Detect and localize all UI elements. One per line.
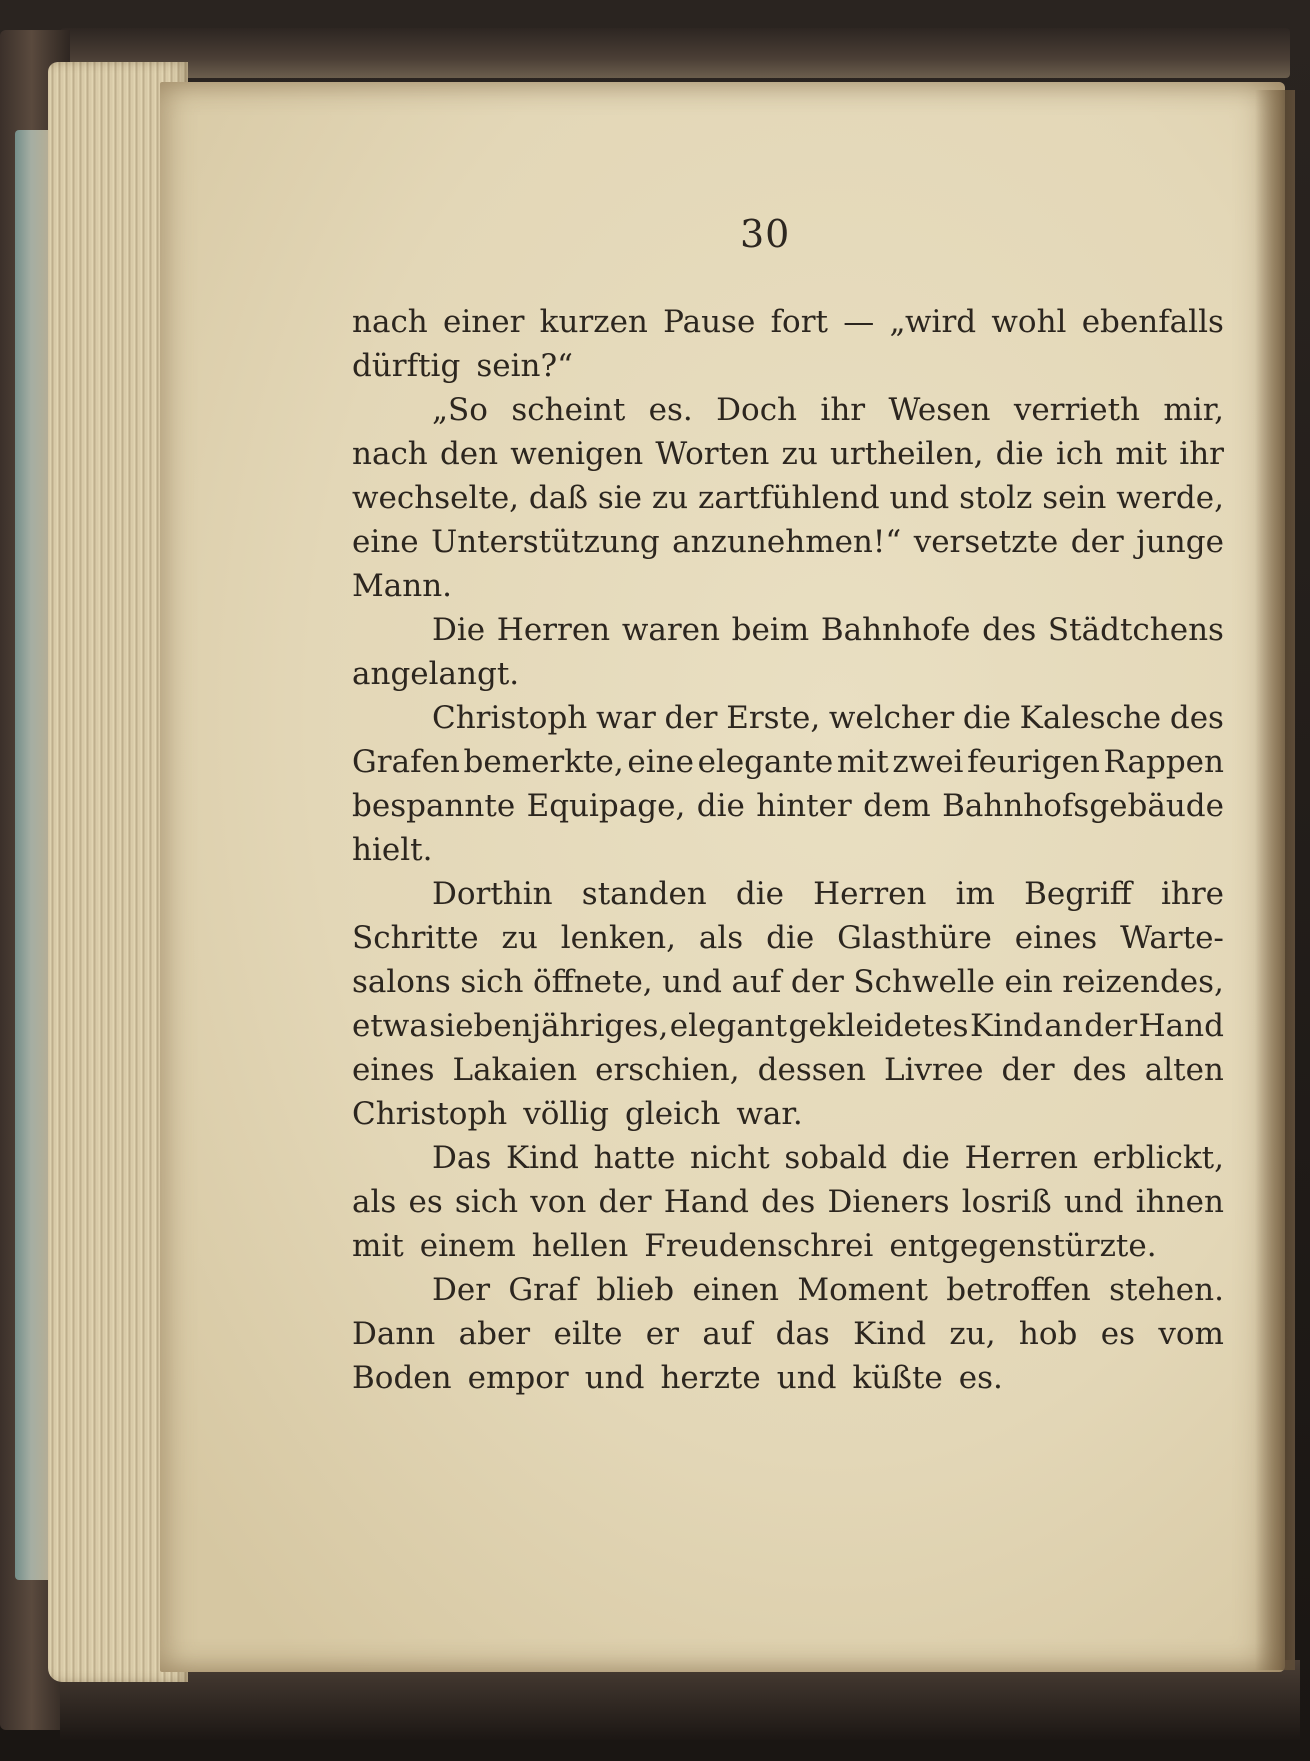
word: und [662, 964, 722, 1000]
word: Moment [797, 1272, 928, 1308]
word: ihr [820, 392, 866, 428]
word: Kind [970, 1008, 1043, 1044]
word: ebenfalls [1081, 304, 1224, 340]
text-line [352, 696, 1224, 740]
word: Unterstützung [431, 524, 660, 560]
word: im [955, 876, 995, 912]
text-line [352, 300, 1224, 344]
word: dürftig [352, 348, 461, 384]
book-cover-top [60, 28, 1290, 78]
word: es. [958, 1360, 1003, 1396]
word: mit [1115, 436, 1168, 472]
text-line [352, 1356, 1224, 1400]
word: eine [627, 744, 694, 780]
word: „So [432, 392, 488, 428]
word: losriß [961, 1184, 1052, 1220]
word: sobald [784, 1140, 888, 1176]
word: sein [1042, 480, 1107, 516]
word: zwei [892, 744, 964, 780]
word: alten [1144, 1052, 1224, 1088]
word: vom [1158, 1316, 1224, 1352]
word: die [901, 1140, 950, 1176]
text-line [352, 1048, 1224, 1092]
word: völlig [523, 1096, 610, 1132]
word: Schwelle [853, 964, 995, 1000]
word: herzte [660, 1360, 761, 1396]
word: die [962, 700, 1011, 736]
book-cover-bottom [60, 1660, 1300, 1740]
word: er [645, 1316, 679, 1352]
word: sein?“ [476, 348, 573, 384]
word: als [352, 1184, 397, 1220]
word: eines [1014, 920, 1098, 956]
word: reizendes, [1062, 964, 1224, 1000]
word: eine [352, 524, 419, 560]
word: wenigen [510, 436, 644, 472]
word: der [1001, 1052, 1055, 1088]
word: des [1169, 700, 1224, 736]
text-line [352, 784, 1224, 828]
word: Graf [508, 1272, 578, 1308]
word: „wird [889, 304, 977, 340]
text-line [352, 432, 1224, 476]
word: des [761, 1184, 816, 1220]
word: hatte [593, 1140, 676, 1176]
word: salons [352, 964, 451, 1000]
page-number: 30 [740, 212, 791, 256]
word: Der [432, 1272, 491, 1308]
word: Begriff [1024, 876, 1132, 912]
word: nicht [690, 1140, 770, 1176]
word: den [439, 436, 499, 472]
word: eines [352, 1052, 435, 1088]
word: Kind [505, 1140, 579, 1176]
word: scheint [511, 392, 626, 428]
text-line [352, 608, 1224, 652]
word: hellen [531, 1228, 629, 1264]
text-line [352, 960, 1224, 1004]
word: stolz [959, 480, 1033, 516]
word: verrieth [1013, 392, 1140, 428]
word: entgegenstürzte. [889, 1228, 1157, 1264]
word: Herren [964, 1140, 1078, 1176]
word: zu [501, 920, 538, 956]
word: ihre [1160, 876, 1224, 912]
text-line [352, 1092, 1224, 1136]
word: Dorthin [432, 876, 553, 912]
text-line [352, 344, 1224, 388]
word: gekleidetes [788, 1008, 969, 1044]
word: es [408, 1184, 443, 1220]
word: Kalesche [1019, 700, 1162, 736]
word: Equipage, [526, 788, 686, 824]
word: nach [352, 436, 428, 472]
word: als [698, 920, 744, 956]
word: von [530, 1184, 587, 1220]
word: Bahnhofsgebäude [942, 788, 1224, 824]
body-text [352, 300, 1224, 1400]
word: dem [863, 788, 931, 824]
word: ich [1055, 436, 1104, 472]
word: mit [836, 744, 889, 780]
word: einer [443, 304, 525, 340]
word: empor [467, 1360, 569, 1396]
word: feurigen [967, 744, 1100, 780]
word: hob [1018, 1316, 1078, 1352]
word: auf [731, 964, 782, 1000]
word: und [1063, 1184, 1124, 1220]
text-line [352, 652, 1224, 696]
word: Das [432, 1140, 492, 1176]
text-line [352, 564, 1224, 608]
word: Dieners [827, 1184, 950, 1220]
word: Erste, [726, 700, 821, 736]
word: der [1070, 524, 1124, 560]
word: sich [460, 964, 524, 1000]
word: der [664, 700, 718, 736]
word: Kind [853, 1316, 927, 1352]
word: Livree [883, 1052, 984, 1088]
word: Boden [352, 1360, 452, 1396]
word: elegant [669, 1008, 788, 1044]
word: stehen. [1109, 1272, 1224, 1308]
word: an [1044, 1008, 1083, 1044]
word: zu [781, 436, 818, 472]
word: des [982, 612, 1037, 648]
text-line [352, 916, 1224, 960]
word: zu [651, 480, 689, 516]
text-line [352, 1136, 1224, 1180]
word: blieb [596, 1272, 675, 1308]
word: sich [454, 1184, 519, 1220]
word: urtheilen, [829, 436, 984, 472]
text-line [352, 1180, 1224, 1224]
word: Städtchens [1047, 612, 1224, 648]
word: bemerkte, [463, 744, 624, 780]
word: die [696, 788, 745, 824]
word: mir, [1163, 392, 1224, 428]
word: öffnete, [533, 964, 653, 1000]
word: werde, [1116, 480, 1224, 516]
word: Pause [663, 304, 756, 340]
word: Warte- [1120, 920, 1224, 956]
word: gleich [625, 1096, 721, 1132]
word: Schritte [352, 920, 479, 956]
word: die [735, 876, 784, 912]
word: der [1084, 1008, 1138, 1044]
text-line [352, 1312, 1224, 1356]
word: angelangt. [352, 656, 520, 692]
word: welcher [828, 700, 955, 736]
text-line [352, 388, 1224, 432]
word: die [766, 920, 815, 956]
text-line [352, 828, 1224, 872]
word: eilte [553, 1316, 623, 1352]
word: Christoph [352, 1096, 508, 1132]
word: die [995, 436, 1044, 472]
word: ihr [1179, 436, 1224, 472]
word: erblickt, [1092, 1140, 1224, 1176]
word: aber [458, 1316, 531, 1352]
word: küßte [852, 1360, 943, 1396]
word: Dann [352, 1316, 436, 1352]
word: ihnen [1135, 1184, 1224, 1220]
word: einen [692, 1272, 780, 1308]
word: Lakaien [452, 1052, 578, 1088]
word: war. [736, 1096, 803, 1132]
word: erschien, [595, 1052, 740, 1088]
word: Worten [655, 436, 770, 472]
word: es. [648, 392, 693, 428]
word: Herren [496, 612, 611, 648]
word: waren [621, 612, 720, 648]
word: Wesen [888, 392, 991, 428]
word: fort [770, 304, 828, 340]
text-line [352, 1268, 1224, 1312]
word: — [843, 304, 875, 340]
word: dessen [757, 1052, 866, 1088]
word: lenken, [560, 920, 676, 956]
word: junge [1136, 524, 1224, 560]
word: und [889, 480, 950, 516]
word: Die [432, 612, 486, 648]
word: ein [1004, 964, 1053, 1000]
word: mit [352, 1228, 404, 1264]
word: der [790, 964, 844, 1000]
word: zu, [949, 1316, 996, 1352]
word: elegante [697, 744, 834, 780]
word: zartfühlend [698, 480, 880, 516]
word: Glasthüre [837, 920, 992, 956]
word: etwa [352, 1008, 428, 1044]
word: siebenjähriges, [429, 1008, 669, 1044]
word: Mann. [352, 568, 453, 604]
word: des [1072, 1052, 1127, 1088]
text-line [352, 740, 1224, 784]
word: Herren [813, 876, 927, 912]
word: hinter [756, 788, 852, 824]
page-gutter-shadow [1255, 90, 1295, 1670]
word: Doch [716, 392, 798, 428]
word: anzunehmen!“ [672, 524, 902, 560]
word: Bahnhofe [820, 612, 971, 648]
word: nach [352, 304, 428, 340]
word: es [1100, 1316, 1135, 1352]
word: betroffen [946, 1272, 1091, 1308]
word: versetzte [913, 524, 1059, 560]
word: war [595, 700, 656, 736]
word: Hand [1138, 1008, 1224, 1044]
text-line [352, 520, 1224, 564]
word: Christoph [432, 700, 588, 736]
word: der [598, 1184, 652, 1220]
word: und [584, 1360, 645, 1396]
text-line [352, 476, 1224, 520]
word: das [775, 1316, 830, 1352]
word: Grafen [352, 744, 460, 780]
text-line [352, 1004, 1224, 1048]
word: daß [528, 480, 588, 516]
word: Freudenschrei [644, 1228, 874, 1264]
word: beim [731, 612, 810, 648]
word: wechselte, [352, 480, 520, 516]
word: Rappen [1103, 744, 1224, 780]
word: kurzen [539, 304, 648, 340]
text-line [352, 872, 1224, 916]
word: wohl [991, 304, 1067, 340]
word: bespannte [352, 788, 516, 824]
word: auf [702, 1316, 753, 1352]
word: Hand [663, 1184, 750, 1220]
word: einem [419, 1228, 516, 1264]
word: standen [581, 876, 707, 912]
text-line [352, 1224, 1224, 1268]
word: sie [597, 480, 642, 516]
word: und [776, 1360, 837, 1396]
word: hielt. [352, 832, 433, 868]
